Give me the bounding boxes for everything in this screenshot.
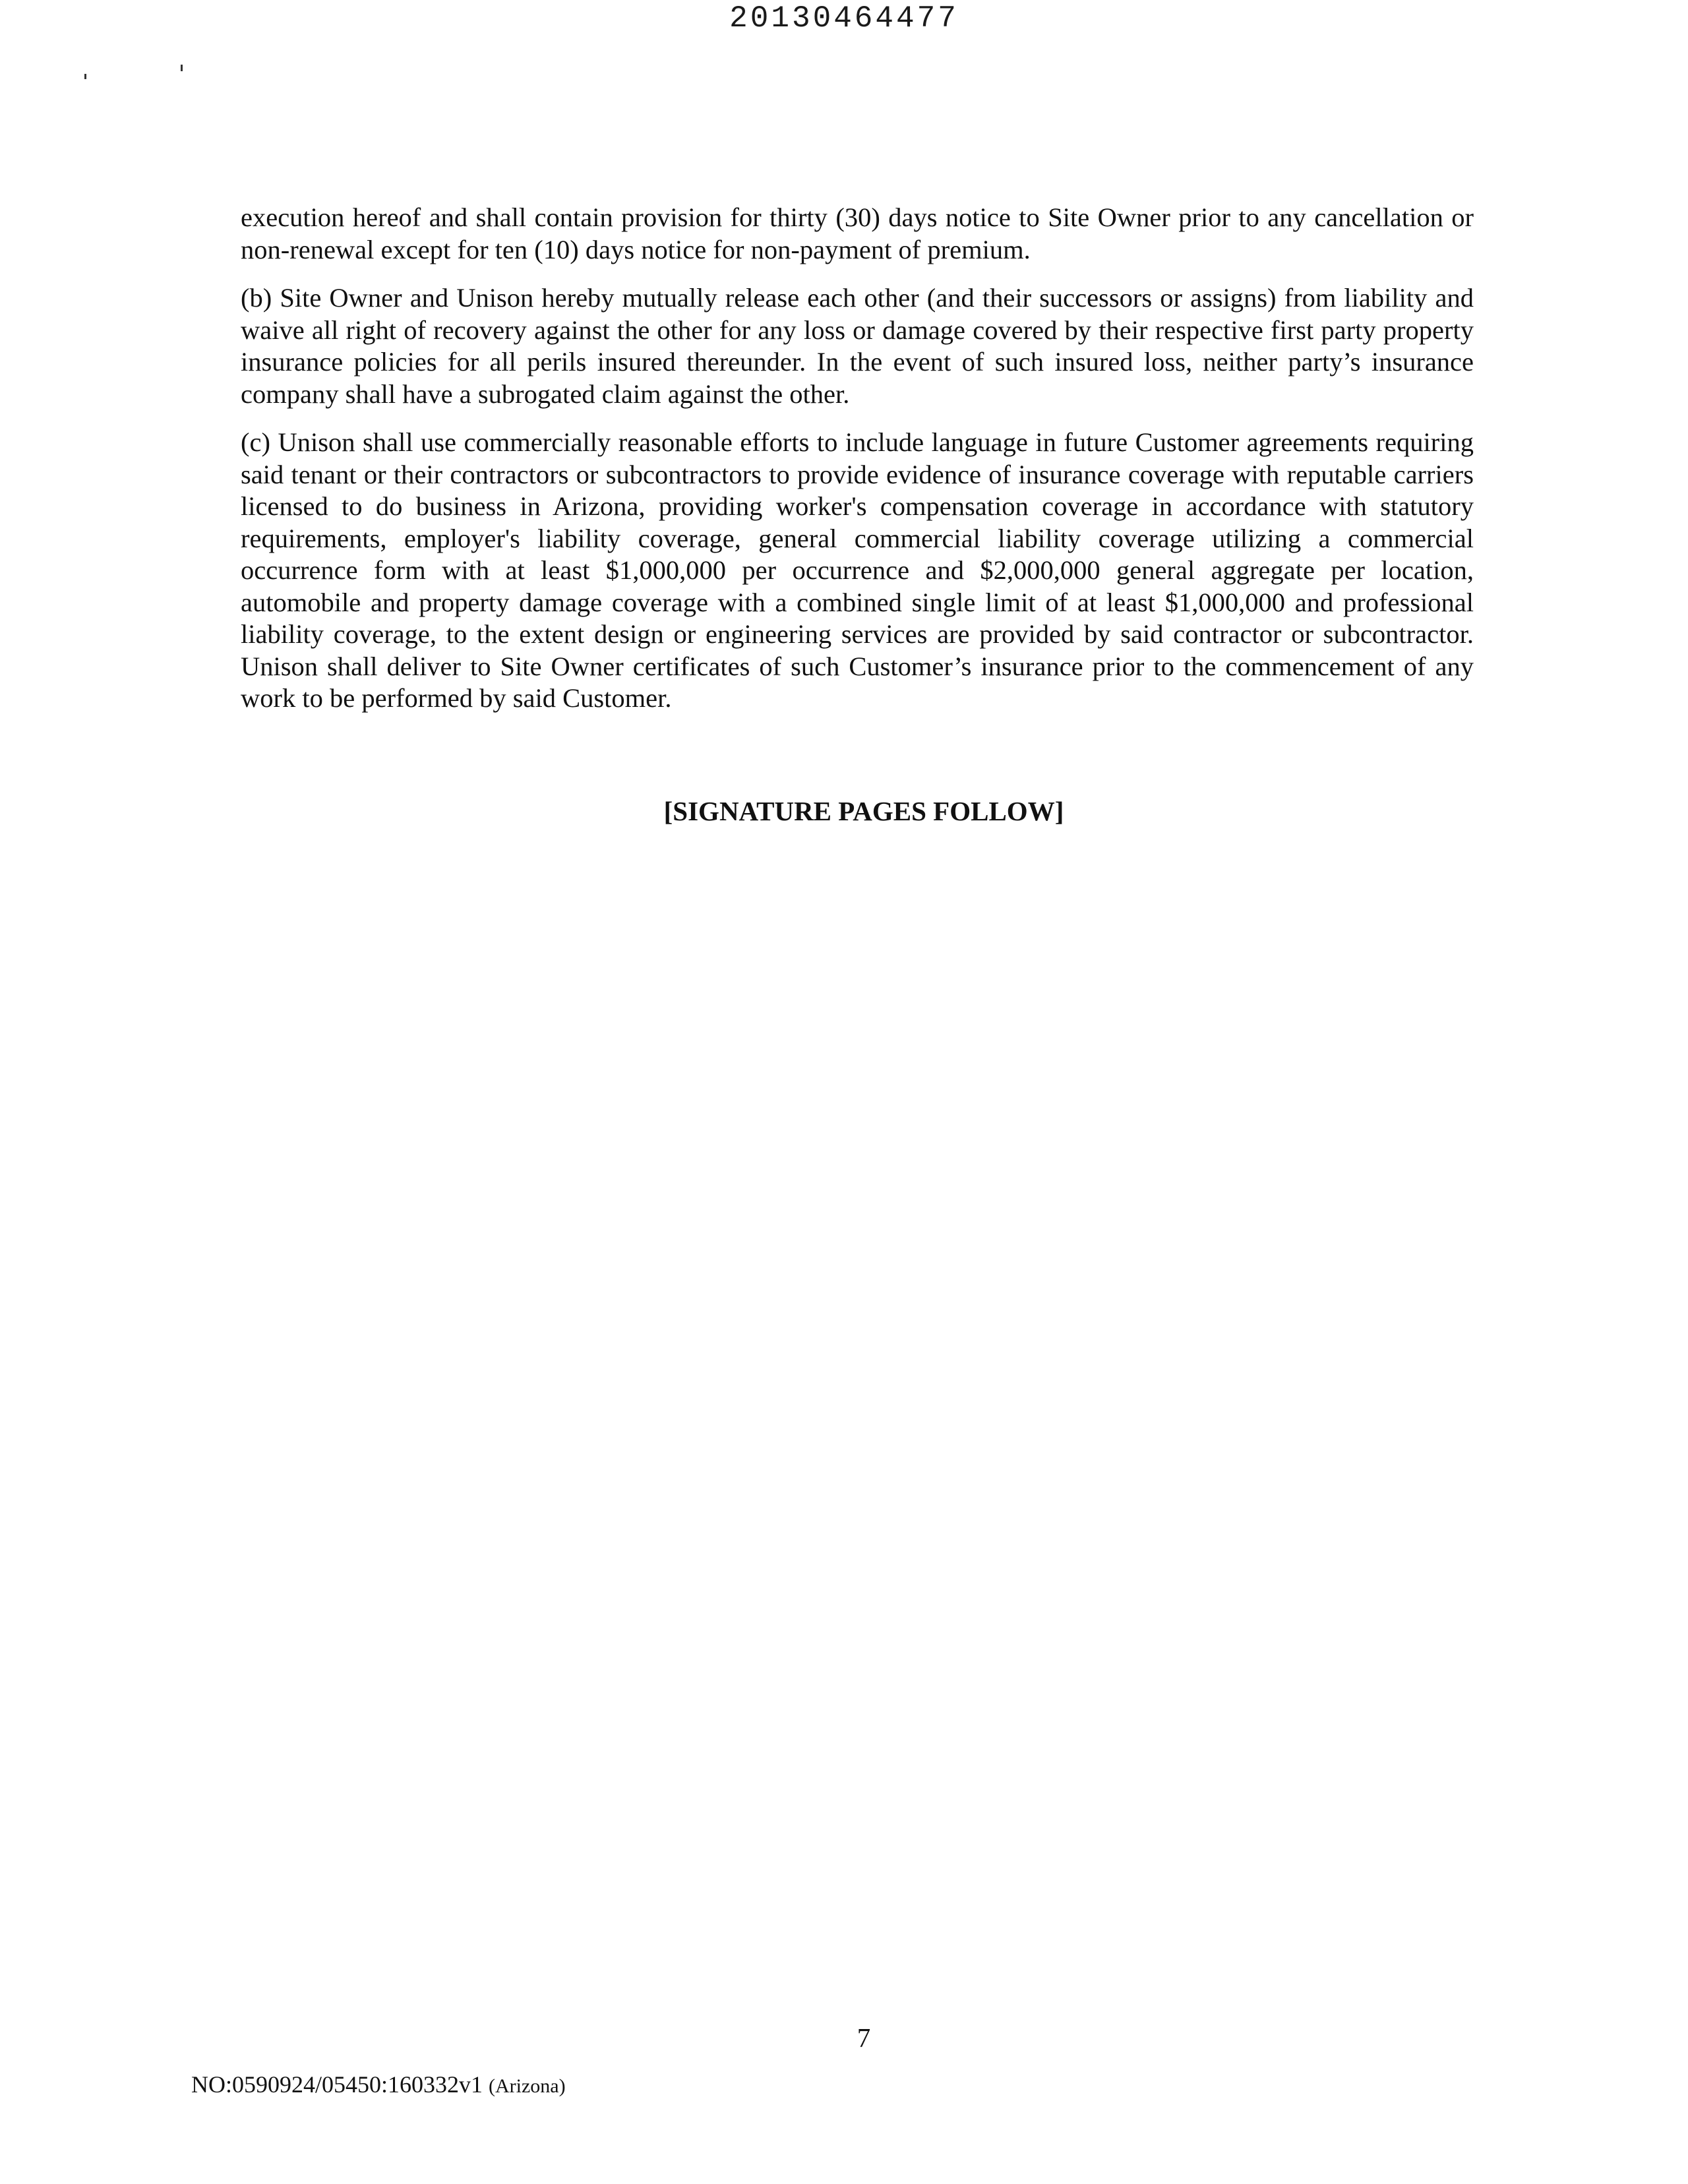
paragraph-c: (c) Unison shall use commercially reasonable efforts to include language in future Customer agreements requiring said tenant or their contractors or subcontractors to provide evidence of insurance coverage with reputable carriers licensed to do business in Arizona, providing worker's compensation coverage in accordance with statutory requirements, employer's liability coverage, general commercial liability coverage utilizing a commercial occurrence form with at least $1,000,000 per occurrence and $2,000,000 general aggregate per location, automobile and property damage coverage with a combined single limit of at least $1,000,000 and professional liability coverage, to the extent design or engineering services are provided by said contractor or subcontractor. Unison shall deliver to Site Owner certificates of such Customer’s insurance prior to the commencement of any work to be performed by said Customer. [241,427,1474,713]
recording-number: 20130464477 [729,1,959,36]
document-state: (Arizona) [489,2075,566,2097]
document-id-footer [191,2071,566,2098]
paragraph-b: (b) Site Owner and Unison hereby mutually release each other (and their successors or assigns) from liability and waive all right of recovery against the other for any loss or damage covered by their respective first party property insurance policies for all perils insured thereunder. In the event of such insured loss, neither party’s insurance company shall have a subrogated claim against the other. [241,283,1474,409]
signature-pages-heading: [SIGNATURE PAGES FOLLOW] [663,796,1064,826]
paragraph-continuation: execution hereof and shall contain provision for thirty (30) days notice to Site Owner prior to any cancellation or non-renewal except for ten (10) days notice for non-payment of premium. [241,202,1474,264]
document-body [241,202,1474,731]
page-number: 7 [857,2022,871,2053]
document-id: NO:0590924/05450:160332v1 [191,2071,483,2098]
scan-mark [181,65,183,71]
scan-mark [84,74,86,79]
